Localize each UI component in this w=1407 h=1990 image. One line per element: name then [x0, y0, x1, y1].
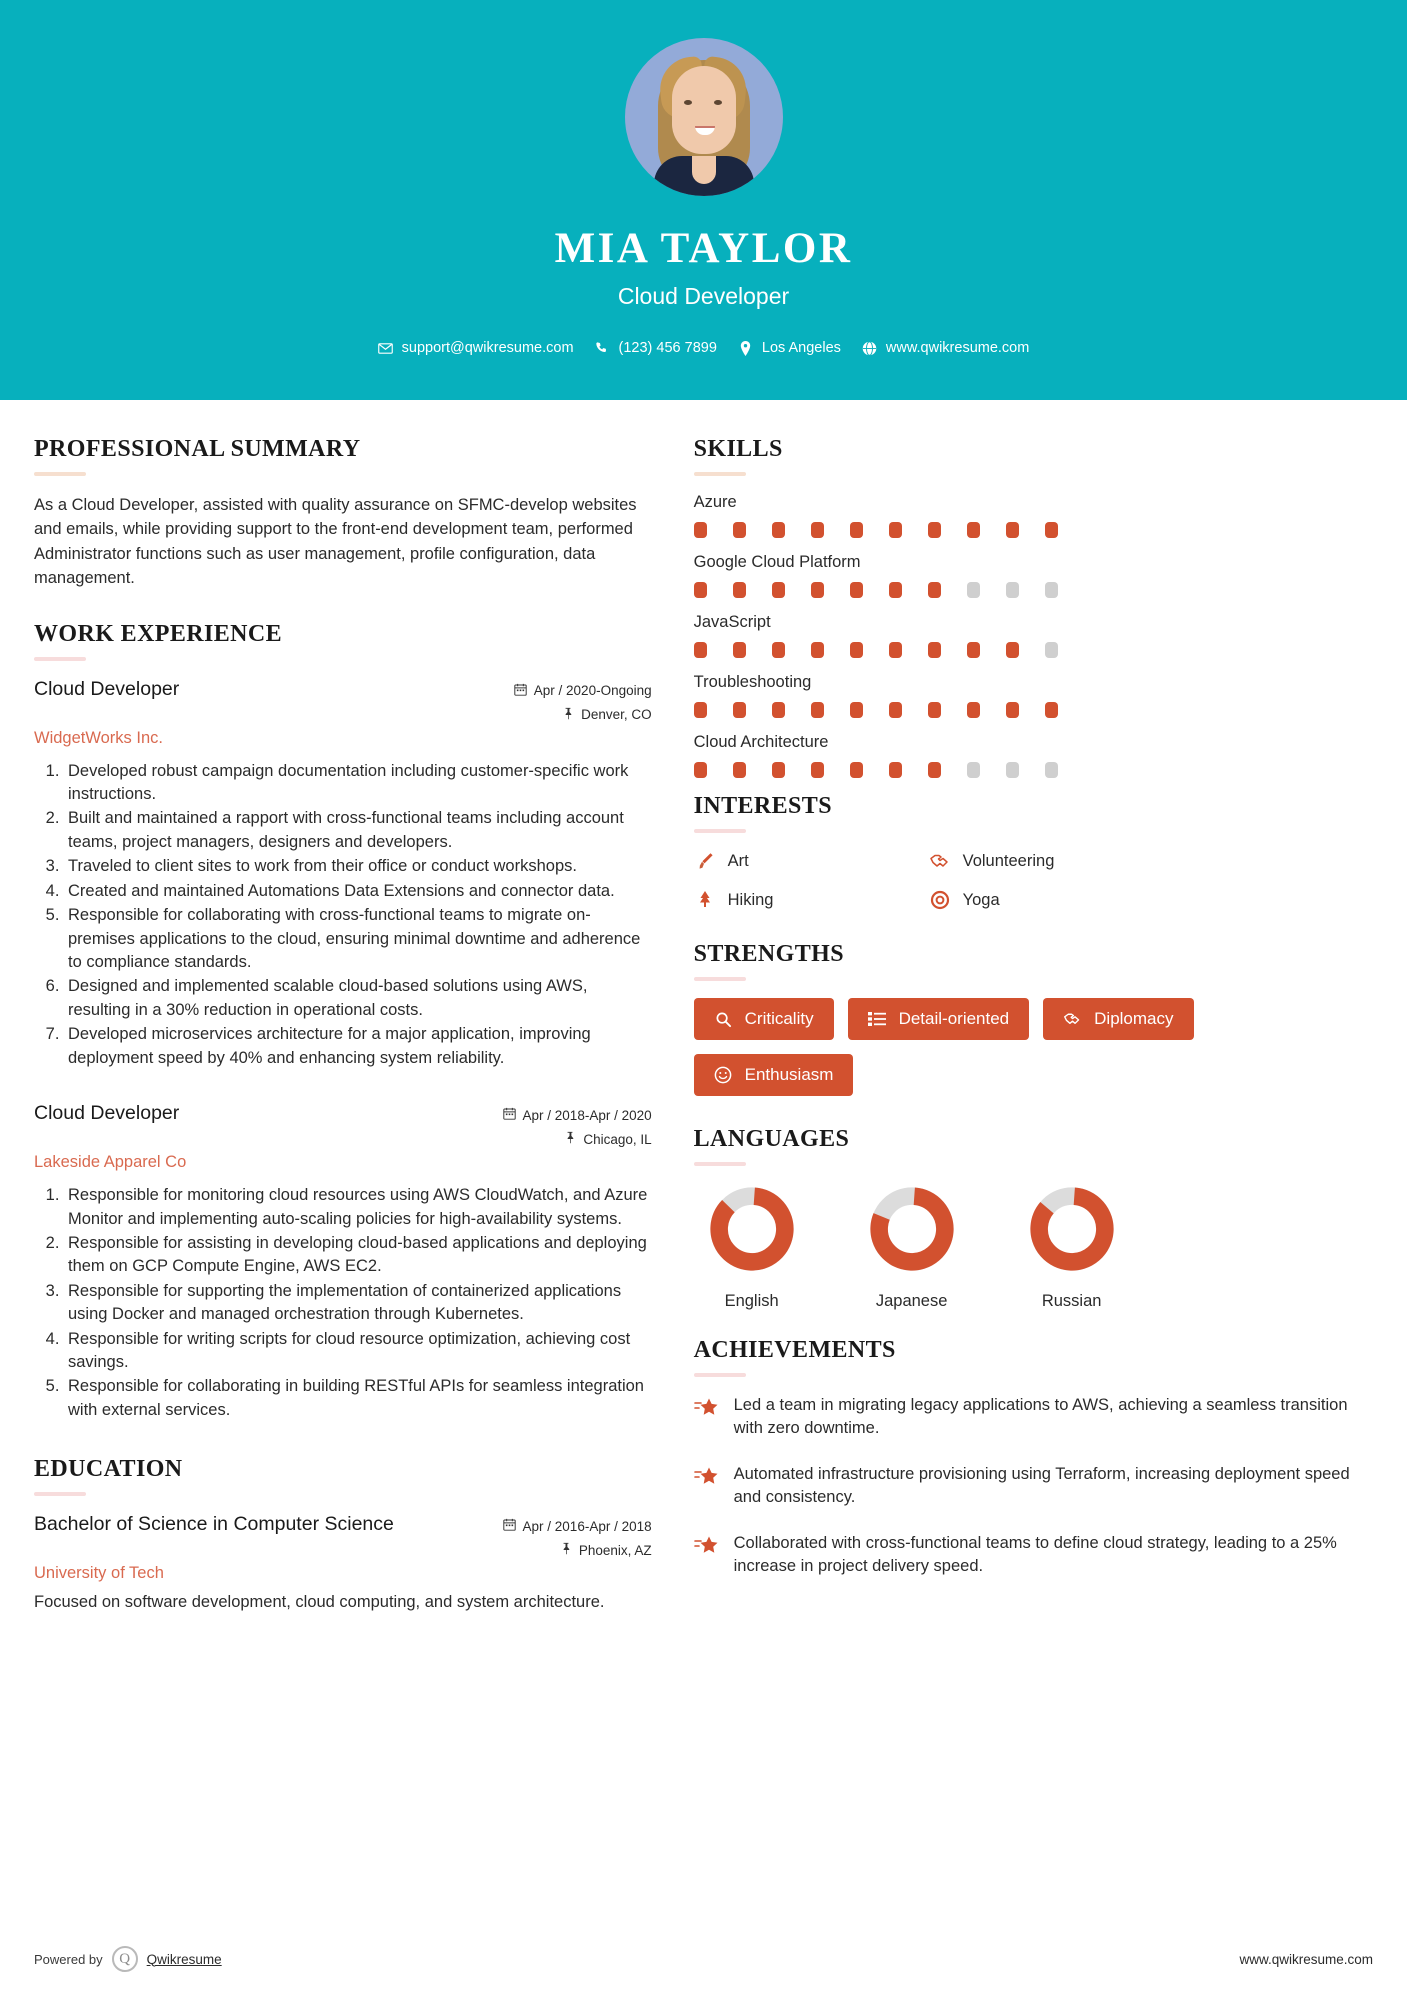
summary-text: As a Cloud Developer, assisted with quality assurance on SFMC-develop websites and emails, while providing support to the front-end development team, performed Administrator functions such as user management, profile configuration, data management.: [34, 496, 637, 588]
language-label: English: [724, 1292, 779, 1310]
section-rule: [694, 1373, 746, 1377]
skill-dot-filled: [1006, 702, 1019, 718]
footer-website: www.qwikresume.com: [1239, 1951, 1373, 1967]
language-item: [708, 1183, 796, 1311]
phone-icon: [595, 341, 610, 356]
skills-list: [694, 493, 1373, 778]
skill-dot-empty: [967, 762, 980, 778]
skill-dot-filled: [967, 642, 980, 658]
bullet-item: 5. Responsible for collaborating with cross-functional teams to migrate on-premises applications to the cloud, ensuring minimal downtime and adherence to compliance standards.: [64, 904, 652, 974]
star-badge-icon: [694, 1394, 720, 1441]
strength-chip-diplomacy[interactable]: [1043, 998, 1193, 1040]
job-dates-row: [503, 1107, 652, 1123]
skill-dot-filled: [889, 522, 902, 538]
achievement-text: Collaborated with cross-functional teams to define cloud strategy, leading to a 25% increase in project delivery speed.: [733, 1533, 1337, 1576]
skill-dot-filled: [811, 702, 824, 718]
job-company: WidgetWorks Inc.: [34, 728, 163, 747]
strength-chip-enthusiasm[interactable]: [694, 1054, 854, 1096]
contact-location-text: Los Angeles: [761, 340, 841, 356]
avatar: [625, 38, 783, 196]
skill-dot-empty: [1045, 642, 1058, 658]
skill-dot-filled: [694, 642, 707, 658]
skill-dot-filled: [850, 762, 863, 778]
education-dates: Apr / 2016-Apr / 2018: [522, 1518, 652, 1534]
skill-dot-filled: [850, 582, 863, 598]
interest-label: Art: [727, 851, 749, 870]
skill-dot-empty: [1006, 582, 1019, 598]
job-dates: Apr / 2020-Ongoing: [533, 683, 652, 699]
list-icon: [868, 1010, 887, 1029]
education-dates-row: [503, 1518, 652, 1534]
bullet-item: 1. Responsible for monitoring cloud resources using AWS CloudWatch, and Azure Monitor and implementing auto-scaling policies for high-availability systems.: [64, 1184, 652, 1231]
skill-dot-filled: [733, 702, 746, 718]
skill-dot-filled: [772, 582, 785, 598]
job-location-row: [514, 707, 652, 723]
bullet-item: 5. Responsible for collaborating in building RESTful APIs for seamless integration with external services.: [64, 1375, 652, 1422]
section-skills: [694, 436, 1373, 778]
strength-label: Detail-oriented: [898, 1009, 1010, 1028]
section-rule: [694, 977, 746, 981]
work-entry: [34, 1102, 652, 1422]
contact-email[interactable]: [378, 340, 574, 356]
job-bullets: [34, 760, 652, 1070]
location-pin-icon: [738, 341, 753, 356]
strengths-title: STRENGTHS: [693, 941, 844, 967]
qwikresume-logo-icon: [112, 1946, 138, 1972]
work-entry: [34, 678, 652, 1070]
strength-label: Enthusiasm: [744, 1065, 834, 1084]
lifebuoy-icon: [929, 889, 951, 911]
bullet-item: 2. Responsible for assisting in developing cloud-based applications and deploying them on GCP Compute Engine, AWS EC2.: [64, 1232, 652, 1279]
education-degree: Bachelor of Science in Computer Science: [34, 1513, 394, 1536]
strengths-list: [694, 998, 1334, 1096]
contact-phone[interactable]: [595, 340, 717, 356]
section-education: [34, 1456, 652, 1614]
bullet-item: 2. Built and maintained a rapport with cross-functional teams including account teams, project managers, designers and developers.: [64, 807, 652, 854]
calendar-icon: [514, 683, 527, 699]
interest-item: [929, 889, 1373, 911]
education-description: Focused on software development, cloud computing, and system architecture.: [34, 1593, 605, 1612]
skill-dot-filled: [772, 522, 785, 538]
skill-dot-empty: [1045, 762, 1058, 778]
skill-dot-filled: [850, 642, 863, 658]
achievements-title: ACHIEVEMENTS: [693, 1337, 896, 1363]
skill-dot-filled: [850, 522, 863, 538]
skill-dot-filled: [889, 702, 902, 718]
pine-tree-icon: [694, 889, 716, 911]
interests-title: INTERESTS: [693, 793, 832, 819]
candidate-role: Cloud Developer: [617, 283, 790, 309]
skill-dot-filled: [928, 642, 941, 658]
job-location: Denver, CO: [581, 707, 652, 723]
skill-rating: [694, 582, 1373, 598]
skill-item: [694, 613, 1373, 658]
handshake-icon: [929, 850, 951, 872]
achievement-text: Led a team in migrating legacy applications to AWS, achieving a seamless transition with zero downtime.: [733, 1396, 1348, 1438]
skill-dot-filled: [967, 702, 980, 718]
skill-dot-filled: [928, 702, 941, 718]
contact-location[interactable]: [738, 340, 841, 356]
skill-dot-filled: [811, 762, 824, 778]
achievement-item: [694, 1532, 1373, 1579]
candidate-name: MIA TAYLOR: [554, 225, 853, 272]
skill-item: [694, 553, 1373, 598]
achievement-item: [694, 1463, 1373, 1510]
section-rule: [694, 472, 746, 476]
strength-chip-criticality[interactable]: [694, 998, 834, 1040]
interest-item: [694, 889, 929, 911]
skill-dot-filled: [1006, 522, 1019, 538]
section-interests: [694, 793, 1373, 911]
contact-phone-text: (123) 456 7899: [618, 340, 717, 356]
skill-dot-filled: [850, 702, 863, 718]
skill-item: [694, 733, 1373, 778]
education-location: Phoenix, AZ: [578, 1542, 652, 1558]
summary-title: PROFESSIONAL SUMMARY: [34, 436, 361, 462]
logo-letter: Q: [119, 1950, 131, 1967]
job-bullets: [34, 1184, 652, 1422]
powered-by-block: [34, 1946, 222, 1972]
qwikresume-brand-link[interactable]: Qwikresume: [146, 1951, 222, 1967]
interest-label: Volunteering: [962, 851, 1055, 870]
pin-icon: [562, 707, 574, 723]
skill-dot-filled: [733, 522, 746, 538]
mail-icon: [378, 341, 393, 356]
bullet-item: 7. Developed microservices architecture for a major application, improving deployment speed by 40% and enhancing system reliability.: [64, 1023, 652, 1070]
language-donut-chart: [708, 1183, 796, 1275]
smiley-icon: [714, 1066, 733, 1085]
bullet-item: 1. Developed robust campaign documentation including customer-specific work instructions.: [64, 760, 652, 807]
interest-item: [694, 850, 929, 872]
pin-icon: [564, 1131, 576, 1147]
skill-dot-filled: [772, 702, 785, 718]
bullet-item: 3. Traveled to client sites to work from their office or conduct workshops.: [64, 855, 652, 878]
interests-grid: [694, 850, 1373, 911]
job-dates: Apr / 2018-Apr / 2020: [522, 1107, 652, 1123]
education-school: University of Tech: [34, 1564, 164, 1583]
star-badge-icon: [694, 1532, 720, 1579]
skill-label: Google Cloud Platform: [693, 553, 861, 571]
job-dates-row: [514, 683, 652, 699]
pin-icon: [560, 1542, 572, 1558]
resume-header: [0, 0, 1407, 400]
skill-dot-filled: [772, 762, 785, 778]
paintbrush-icon: [694, 850, 716, 872]
strength-label: Diplomacy: [1094, 1009, 1174, 1028]
globe-icon: [862, 341, 877, 356]
skill-dot-filled: [928, 762, 941, 778]
contact-row: [0, 340, 1407, 356]
right-column: [676, 436, 1373, 1615]
section-languages: [694, 1126, 1373, 1311]
left-column: [34, 436, 652, 1615]
section-rule: [694, 829, 746, 833]
language-label: Japanese: [875, 1292, 948, 1310]
skill-dot-filled: [811, 642, 824, 658]
skill-label: Cloud Architecture: [693, 733, 829, 751]
skill-dot-filled: [733, 642, 746, 658]
contact-website-text: www.qwikresume.com: [885, 340, 1030, 356]
skill-item: [694, 673, 1373, 718]
resume-body: [0, 400, 1407, 1615]
education-location-row: [503, 1542, 652, 1558]
languages-title: LANGUAGES: [693, 1126, 850, 1152]
skill-label: Troubleshooting: [693, 673, 812, 691]
skill-dot-filled: [1045, 522, 1058, 538]
skill-dot-filled: [967, 522, 980, 538]
skill-dot-empty: [967, 582, 980, 598]
calendar-icon: [503, 1107, 516, 1123]
bullet-item: 6. Designed and implemented scalable cloud-based solutions using AWS, resulting in a 30% reduction in operational costs.: [64, 975, 652, 1022]
contact-website[interactable]: [862, 340, 1029, 356]
skill-rating: [694, 762, 1373, 778]
language-item: [868, 1183, 956, 1311]
skills-title: SKILLS: [693, 436, 783, 462]
section-rule: [694, 1162, 746, 1166]
skill-dot-filled: [694, 702, 707, 718]
section-rule: [34, 1492, 86, 1496]
skill-dot-filled: [889, 582, 902, 598]
section-rule: [34, 472, 86, 476]
skill-dot-filled: [694, 522, 707, 538]
powered-by-label: Powered by: [34, 1951, 103, 1967]
calendar-icon: [503, 1518, 516, 1534]
skill-dot-filled: [733, 582, 746, 598]
section-strengths: [694, 941, 1373, 1096]
section-work-experience: [34, 621, 652, 1423]
section-achievements: [694, 1337, 1373, 1579]
magnifier-icon: [714, 1010, 733, 1029]
skill-dot-empty: [1006, 762, 1019, 778]
bullet-item: 4. Created and maintained Automations Data Extensions and connector data.: [64, 880, 652, 903]
language-donut-chart: [868, 1183, 956, 1275]
interest-item: [929, 850, 1373, 872]
interest-label: Yoga: [962, 890, 1000, 909]
section-professional-summary: [34, 436, 652, 591]
skill-dot-filled: [811, 522, 824, 538]
strength-label: Criticality: [744, 1009, 814, 1028]
achievement-item: [694, 1394, 1373, 1441]
language-label: Russian: [1041, 1292, 1102, 1310]
language-item: [1028, 1183, 1116, 1311]
strength-chip-detail-oriented[interactable]: [848, 998, 1030, 1040]
skill-dot-filled: [928, 522, 941, 538]
skill-dot-filled: [772, 642, 785, 658]
bullet-item: 3. Responsible for supporting the implementation of containerized applications using Docker and managed orchestration through Kubernetes.: [64, 1280, 652, 1327]
skill-dot-filled: [811, 582, 824, 598]
skill-rating: [694, 522, 1373, 538]
achievement-text: Automated infrastructure provisioning using Terraform, increasing deployment speed and consistency.: [733, 1464, 1350, 1507]
skill-dot-filled: [928, 582, 941, 598]
skill-dot-filled: [889, 762, 902, 778]
job-title: Cloud Developer: [34, 677, 180, 700]
handshake-icon: [1063, 1010, 1082, 1029]
job-location: Chicago, IL: [583, 1131, 652, 1147]
contact-email-text: support@qwikresume.com: [401, 340, 574, 356]
skill-dot-filled: [889, 642, 902, 658]
skill-item: [694, 493, 1373, 538]
bullet-item: 4. Responsible for writing scripts for cloud resource optimization, achieving cost savings.: [64, 1328, 652, 1375]
skill-rating: [694, 702, 1373, 718]
skill-dot-filled: [733, 762, 746, 778]
language-donut-chart: [1028, 1183, 1116, 1275]
star-badge-icon: [694, 1463, 720, 1510]
job-location-row: [503, 1131, 652, 1147]
work-title: WORK EXPERIENCE: [34, 620, 283, 647]
skill-label: JavaScript: [693, 613, 771, 631]
skill-label: Azure: [693, 493, 737, 511]
languages-list: [694, 1183, 1373, 1311]
skill-dot-filled: [694, 762, 707, 778]
page-footer: [0, 1946, 1407, 1972]
job-title: Cloud Developer: [34, 1102, 180, 1125]
section-rule: [34, 657, 86, 661]
skill-dot-filled: [694, 582, 707, 598]
skill-dot-filled: [1006, 642, 1019, 658]
education-title: EDUCATION: [34, 1456, 183, 1483]
skill-dot-empty: [1045, 582, 1058, 598]
interest-label: Hiking: [727, 890, 774, 909]
skill-rating: [694, 642, 1373, 658]
job-company: Lakeside Apparel Co: [34, 1153, 187, 1172]
skill-dot-filled: [1045, 702, 1058, 718]
